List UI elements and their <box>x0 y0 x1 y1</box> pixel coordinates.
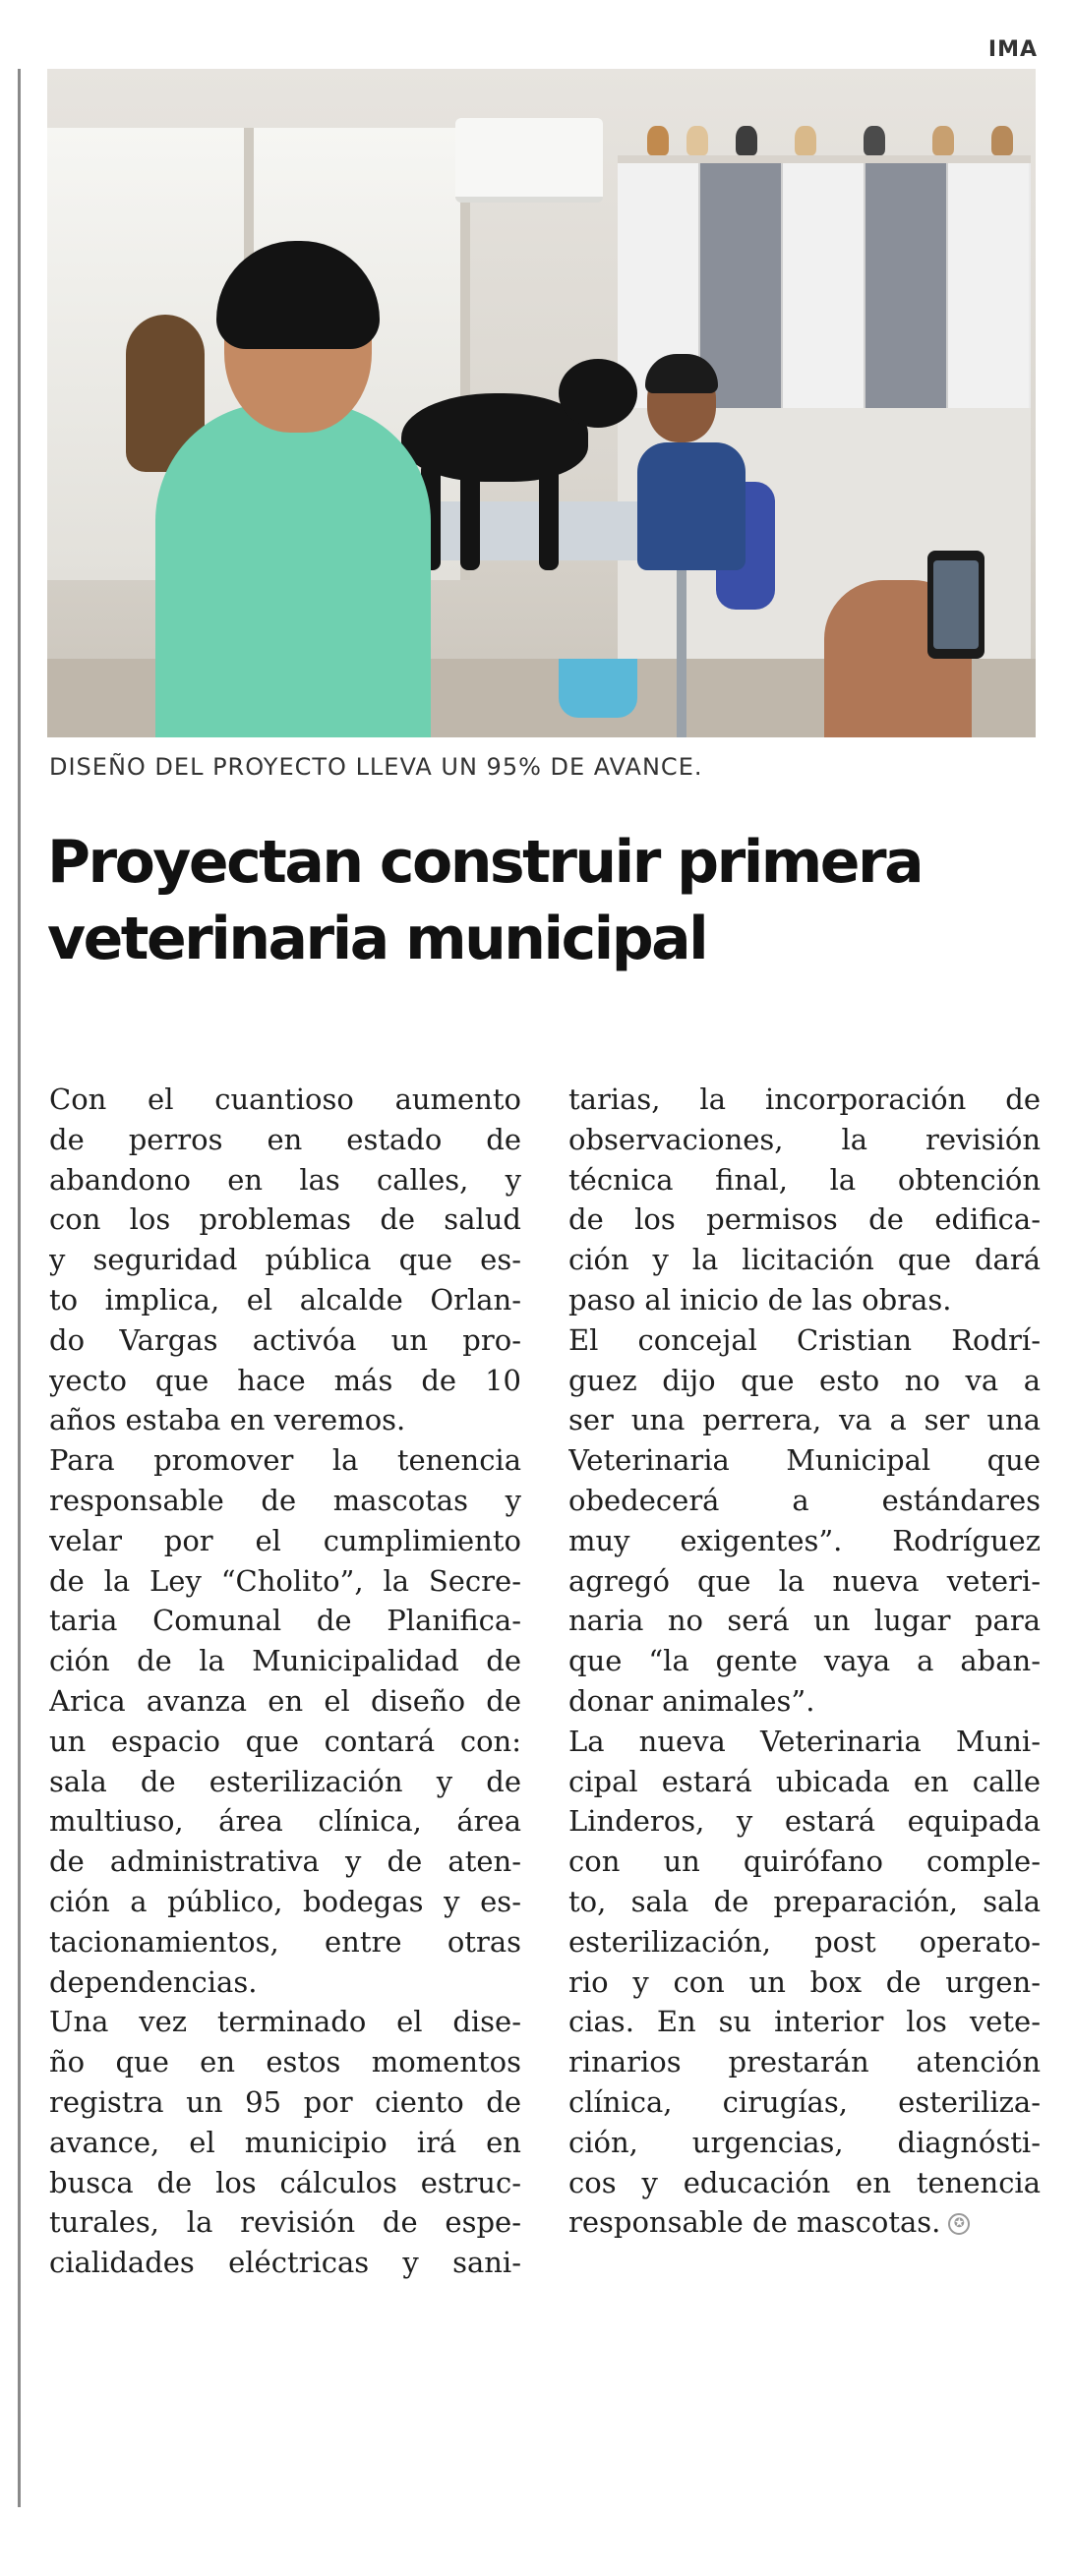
headline-line: Proyectan construir primera <box>47 828 923 897</box>
photo-bucket <box>559 659 637 718</box>
article-line: ño que en estos momentos <box>49 2045 521 2079</box>
article-line: y seguridad pública que es- <box>49 1243 521 1277</box>
article-line: observaciones, la revisión <box>568 1122 1041 1156</box>
article-line: multiuso, área clínica, área <box>49 1804 521 1839</box>
article-line: abandono en las calles, y <box>49 1162 521 1197</box>
article-line: naria no será un lugar para <box>568 1604 1041 1638</box>
article-photo <box>47 69 1036 737</box>
article-paragraph <box>568 1722 1041 2243</box>
article-line: un espacio que contará con: <box>49 1724 521 1758</box>
photo-shelf <box>618 155 1031 163</box>
article-line: do Vargas activóa un pro- <box>49 1322 521 1357</box>
photo-student <box>155 403 431 737</box>
article-column-left <box>49 1080 521 2283</box>
end-of-article-icon: ✪ <box>948 2213 970 2235</box>
article-line: técnica final, la obtención <box>568 1162 1041 1197</box>
article-line: Linderos, y estará equipada <box>568 1804 1041 1839</box>
article-line: to implica, el alcalde Orlan- <box>49 1282 521 1317</box>
article-line: tacionamientos, entre otras <box>49 1924 521 1959</box>
article-line: cos y educación en tenencia <box>568 2165 1041 2199</box>
article-line: Una vez terminado el dise- <box>49 2005 521 2039</box>
photo-caption: DISEÑO DEL PROYECTO LLEVA UN 95% DE AVANCE. <box>49 753 703 781</box>
article-line: ción y la licitación que dará <box>568 1243 1041 1277</box>
article-line: de los permisos de edifica- <box>568 1202 1041 1237</box>
article-line: muy exigentes”. Rodríguez <box>568 1523 1041 1557</box>
article-column-right <box>568 1080 1041 2243</box>
article-line: esterilización, post operato- <box>568 1924 1041 1959</box>
article-line: años estaba en veremos. <box>49 1403 406 1437</box>
article-last-line <box>568 2202 1041 2243</box>
photo-figurine <box>991 126 1013 155</box>
photo-credit: IMA <box>987 37 1038 62</box>
article-line: taria Comunal de Planifica- <box>49 1604 521 1638</box>
photo-figurine <box>736 126 757 155</box>
article-line: Para promover la tenencia <box>49 1443 521 1478</box>
article-line: ción, urgencias, diagnósti- <box>568 2125 1041 2159</box>
article-line: yecto que hace más de 10 <box>49 1363 521 1397</box>
photo-figurine <box>864 126 885 155</box>
article-line: busca de los cálculos estruc- <box>49 2165 521 2199</box>
article-line: clínica, cirugías, esteriliza- <box>568 2084 1041 2119</box>
photo-figurine <box>686 126 708 155</box>
article-line: turales, la revisión de espe- <box>49 2205 521 2240</box>
article-line: con un quirófano comple- <box>568 1844 1041 1879</box>
article-line: cias. En su interior los vete- <box>568 2005 1041 2039</box>
photo-figurine <box>932 126 954 155</box>
article-line: cialidades eléctricas y sani- <box>49 2246 521 2280</box>
left-column-rule <box>18 69 21 2507</box>
article-line: obedecerá a estándares <box>568 1483 1041 1517</box>
article-line: donar animales”. <box>568 1683 815 1718</box>
article-line: registra un 95 por ciento de <box>49 2084 521 2119</box>
article-paragraph <box>49 1080 521 1440</box>
article-line: responsable de mascotas. <box>568 2205 941 2240</box>
article-line: cipal estará ubicada en calle <box>568 1764 1041 1798</box>
article-line: dependencias. <box>49 1964 258 1999</box>
article-line: avance, el municipio irá en <box>49 2125 521 2159</box>
article-headline <box>47 824 1041 977</box>
article-line: rio y con un box de urgen- <box>568 1964 1041 1999</box>
article-line: de la Ley “Cholito”, la Secre- <box>49 1563 521 1598</box>
article-paragraph <box>49 1440 521 2002</box>
article-line: responsable de mascotas y <box>49 1483 521 1517</box>
article-paragraph <box>568 1320 1041 1722</box>
article-line: agregó que la nueva veteri- <box>568 1563 1041 1598</box>
article-line: guez dijo que esto no va a <box>568 1363 1041 1397</box>
article-line: to, sala de preparación, sala <box>568 1884 1041 1918</box>
article-line: Con el cuantioso aumento <box>49 1083 521 1116</box>
article-line: Veterinaria Municipal que <box>568 1443 1041 1478</box>
article-line: La nueva Veterinaria Muni- <box>568 1724 1041 1758</box>
article-line: velar por el cumplimiento <box>49 1523 521 1557</box>
article-line: rinarios prestarán atención <box>568 2045 1041 2079</box>
article-line: ción de la Municipalidad de <box>49 1644 521 1678</box>
article-paragraph <box>49 2002 521 2283</box>
article-line: paso al inicio de las obras. <box>568 1282 952 1317</box>
photo-air-conditioner <box>455 118 603 203</box>
photo-veterinarian <box>637 442 746 570</box>
article-paragraph <box>568 1080 1041 1320</box>
article-line: ser una perrera, va a ser una <box>568 1403 1041 1437</box>
photo-figurine <box>647 126 669 155</box>
article-line: sala de esterilización y de <box>49 1764 521 1798</box>
article-line: con los problemas de salud <box>49 1202 521 1237</box>
article-line: ción a público, bodegas y es- <box>49 1884 521 1918</box>
article-line: tarias, la incorporación de <box>568 1083 1041 1116</box>
article-line: El concejal Cristian Rodrí- <box>568 1322 1041 1357</box>
article-line: que “la gente vaya a aban- <box>568 1644 1041 1678</box>
headline-line: veterinaria municipal <box>47 905 707 973</box>
article-line: Arica avanza en el diseño de <box>49 1683 521 1718</box>
article-line: de administrativa y de aten- <box>49 1844 521 1879</box>
article-line: de perros en estado de <box>49 1122 521 1156</box>
photo-figurine <box>795 126 816 155</box>
